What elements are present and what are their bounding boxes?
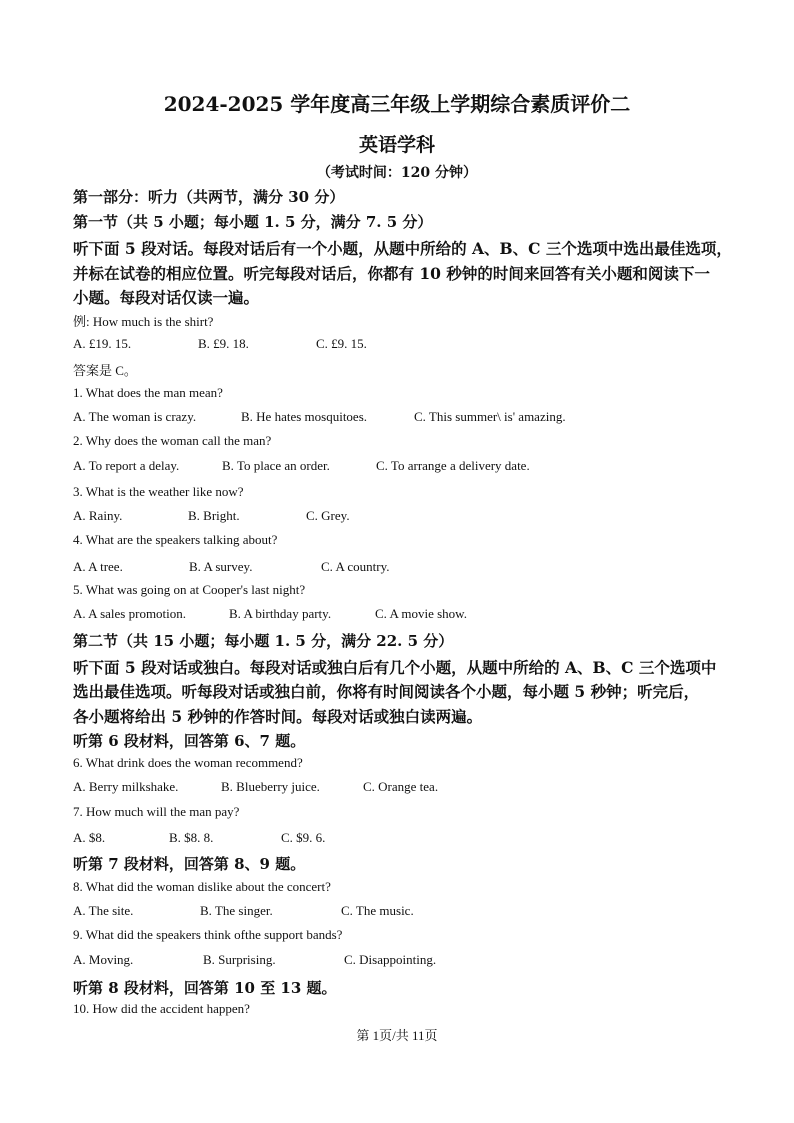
section1-instruction-line: 并标在试卷的相应位置。听完每段对话后，你都有 10 秒钟的时间来回答有关小题和阅读下一 bbox=[73, 264, 710, 283]
question-5-option-a: A. A sales promotion. bbox=[73, 606, 187, 621]
part1-heading: 第一部分：听力（共两节，满分 30 分） bbox=[73, 188, 345, 206]
question-5-option-c: C. A movie show. bbox=[375, 606, 467, 621]
question-1: 1. What does the man mean? bbox=[73, 385, 223, 400]
question-2: 2. Why does the woman call the man? bbox=[73, 433, 272, 448]
question-3: 3. What is the weather like now? bbox=[73, 484, 244, 499]
subject-title: 英语学科 bbox=[358, 134, 435, 156]
question-7-option-a: A. $8. bbox=[73, 830, 106, 845]
question-1-option-a: A. The woman is crazy. bbox=[73, 409, 197, 424]
question-6-option-b: B. Blueberry juice. bbox=[221, 779, 320, 794]
question-2-option-a: A. To report a delay. bbox=[73, 458, 180, 473]
question-1-option-c: C. This summer\ is' amazing. bbox=[414, 409, 566, 424]
page-title: 2024-2025 学年度高三年级上学期综合素质评价二 bbox=[163, 92, 631, 116]
question-9-option-c: C. Disappointing. bbox=[344, 952, 437, 967]
example-answer: 答案是 C。 bbox=[73, 363, 137, 378]
question-6: 6. What drink does the woman recommend? bbox=[73, 755, 303, 770]
question-4: 4. What are the speakers talking about? bbox=[73, 532, 278, 547]
question-9-option-a: A. Moving. bbox=[73, 952, 134, 967]
question-10: 10. How did the accident happen? bbox=[73, 1001, 250, 1016]
question-1-option-b: B. He hates mosquitoes. bbox=[241, 409, 368, 424]
example-option-c: C. £9. 15. bbox=[316, 336, 367, 351]
material-6-heading: 听第 6 段材料，回答第 6、7 题。 bbox=[73, 732, 306, 750]
section1-instruction-line: 听下面 5 段对话。每段对话后有一个小题，从题中所给的 A、B、C 三个选项中选出最佳选项， bbox=[73, 239, 732, 258]
section2-heading: 第二节（共 15 小题；每小题 1. 5 分，满分 22. 5 分） bbox=[73, 632, 454, 650]
question-5: 5. What was going on at Cooper's last night? bbox=[73, 582, 306, 597]
section1-instruction-line: 小题。每段对话仅读一遍。 bbox=[73, 288, 260, 307]
exam-time: （考试时间：120 分钟） bbox=[316, 165, 478, 181]
material-8-heading: 听第 8 段材料，回答第 10 至 13 题。 bbox=[73, 979, 337, 997]
material-7-heading: 听第 7 段材料，回答第 8、9 题。 bbox=[73, 855, 306, 873]
question-4-option-c: C. A country. bbox=[321, 559, 390, 574]
question-6-option-a: A. Berry milkshake. bbox=[73, 779, 179, 794]
question-3-option-b: B. Bright. bbox=[188, 508, 240, 523]
question-2-option-b: B. To place an order. bbox=[222, 458, 330, 473]
section2-instruction-line: 各小题将给出 5 秒钟的作答时间。每段对话或独白读两遍。 bbox=[73, 707, 483, 726]
question-4-option-b: B. A survey. bbox=[189, 559, 253, 574]
example-question: 例: How much is the shirt? bbox=[73, 314, 214, 329]
question-7-option-b: B. $8. 8. bbox=[169, 830, 214, 845]
section2-instruction-line: 选出最佳选项。听每段对话或独白前，你将有时间阅读各个小题，每小题 5 秒钟；听完后， bbox=[73, 682, 700, 701]
example-option-a: A. £19. 15. bbox=[73, 336, 132, 351]
question-9: 9. What did the speakers think ofthe support bands? bbox=[73, 927, 343, 942]
question-4-option-a: A. A tree. bbox=[73, 559, 123, 574]
question-3-option-c: C. Grey. bbox=[306, 508, 350, 523]
section2-instruction-line: 听下面 5 段对话或独白。每段对话或独白后有几个小题，从题中所给的 A、B、C 三个选项中 bbox=[73, 658, 717, 677]
question-7-option-c: C. $9. 6. bbox=[281, 830, 326, 845]
question-6-option-c: C. Orange tea. bbox=[363, 779, 439, 794]
question-7: 7. How much will the man pay? bbox=[73, 804, 240, 819]
page-footer: 第 1页/共 11页 bbox=[356, 1028, 438, 1043]
question-8-option-a: A. The site. bbox=[73, 903, 134, 918]
question-8: 8. What did the woman dislike about the concert? bbox=[73, 879, 331, 894]
question-8-option-b: B. The singer. bbox=[200, 903, 273, 918]
question-9-option-b: B. Surprising. bbox=[203, 952, 276, 967]
question-5-option-b: B. A birthday party. bbox=[229, 606, 332, 621]
question-3-option-a: A. Rainy. bbox=[73, 508, 123, 523]
question-2-option-c: C. To arrange a delivery date. bbox=[376, 458, 530, 473]
example-option-b: B. £9. 18. bbox=[198, 336, 249, 351]
section1-heading: 第一节（共 5 小题；每小题 1. 5 分，满分 7. 5 分） bbox=[73, 213, 433, 231]
question-8-option-c: C. The music. bbox=[341, 903, 414, 918]
